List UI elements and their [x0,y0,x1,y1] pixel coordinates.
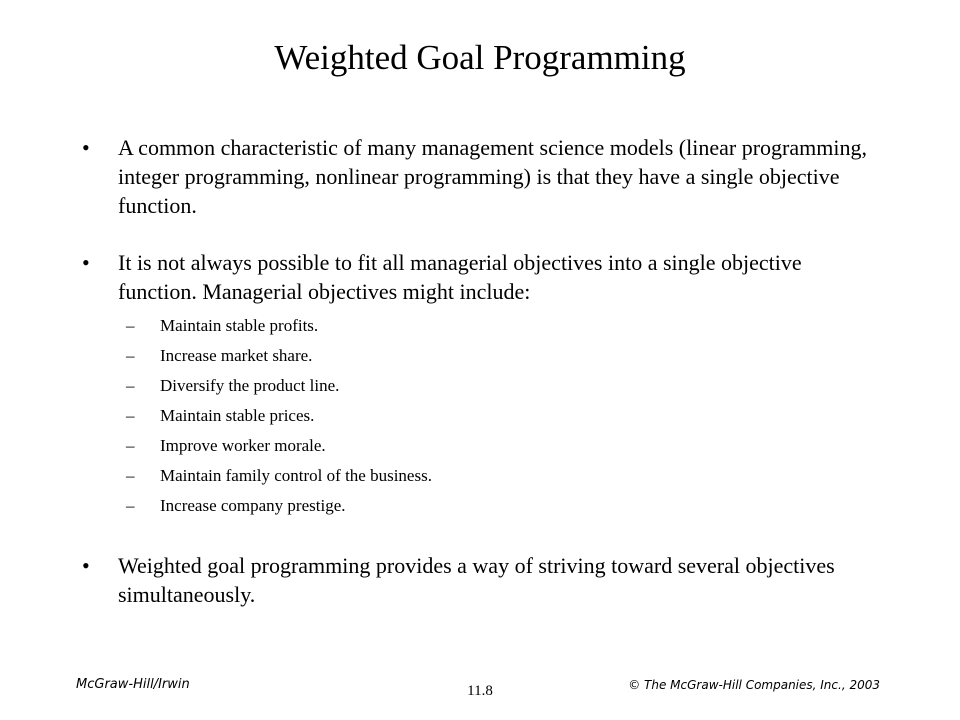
objective-item [0,371,960,401]
dash-mark: – [126,406,135,425]
objective-text: Maintain stable profits. [160,316,319,335]
dash-mark: – [126,466,135,485]
objective-text: Increase market share. [160,346,313,365]
bullet-item [82,551,882,609]
objective-item [0,431,960,461]
dash-mark: – [126,316,135,335]
bullet-item [82,133,882,220]
bullet-mark: • [82,250,90,275]
objective-item [0,341,960,371]
objective-text: Maintain stable prices. [160,406,315,425]
bullet-mark: • [82,553,90,578]
objective-text: Diversify the product line. [160,376,340,395]
objective-text: Maintain family control of the business. [160,466,432,485]
objective-item [0,401,960,431]
objective-text: Increase company prestige. [160,496,346,515]
objectives-list [0,311,960,521]
bullet-mark: • [82,135,90,160]
slide-title: Weighted Goal Programming [274,38,686,77]
dash-mark: – [126,436,135,455]
objective-text: Improve worker morale. [160,436,326,455]
objective-item [0,461,960,491]
objective-item [0,311,960,341]
dash-mark: – [126,346,135,365]
slide-number: 11.8 [467,683,493,699]
bullet-text: Weighted goal programming provides a way of striving toward several objectives simultaneously. [118,553,835,607]
footer-publisher: McGraw-Hill/Irwin [76,677,190,692]
dash-mark: – [126,376,135,395]
bullet-item [82,248,882,306]
objective-item [0,491,960,521]
footer-copyright: © The McGraw-Hill Companies, Inc., 2003 [628,678,880,692]
bullet-text: It is not always possible to fit all managerial objectives into a single objective function. Managerial objectives might include: [118,250,802,304]
dash-mark: – [126,496,135,515]
bullet-text: A common characteristic of many management science models (linear programming, integer programming, nonlinear programming) is that they have a single objective function. [118,135,867,218]
